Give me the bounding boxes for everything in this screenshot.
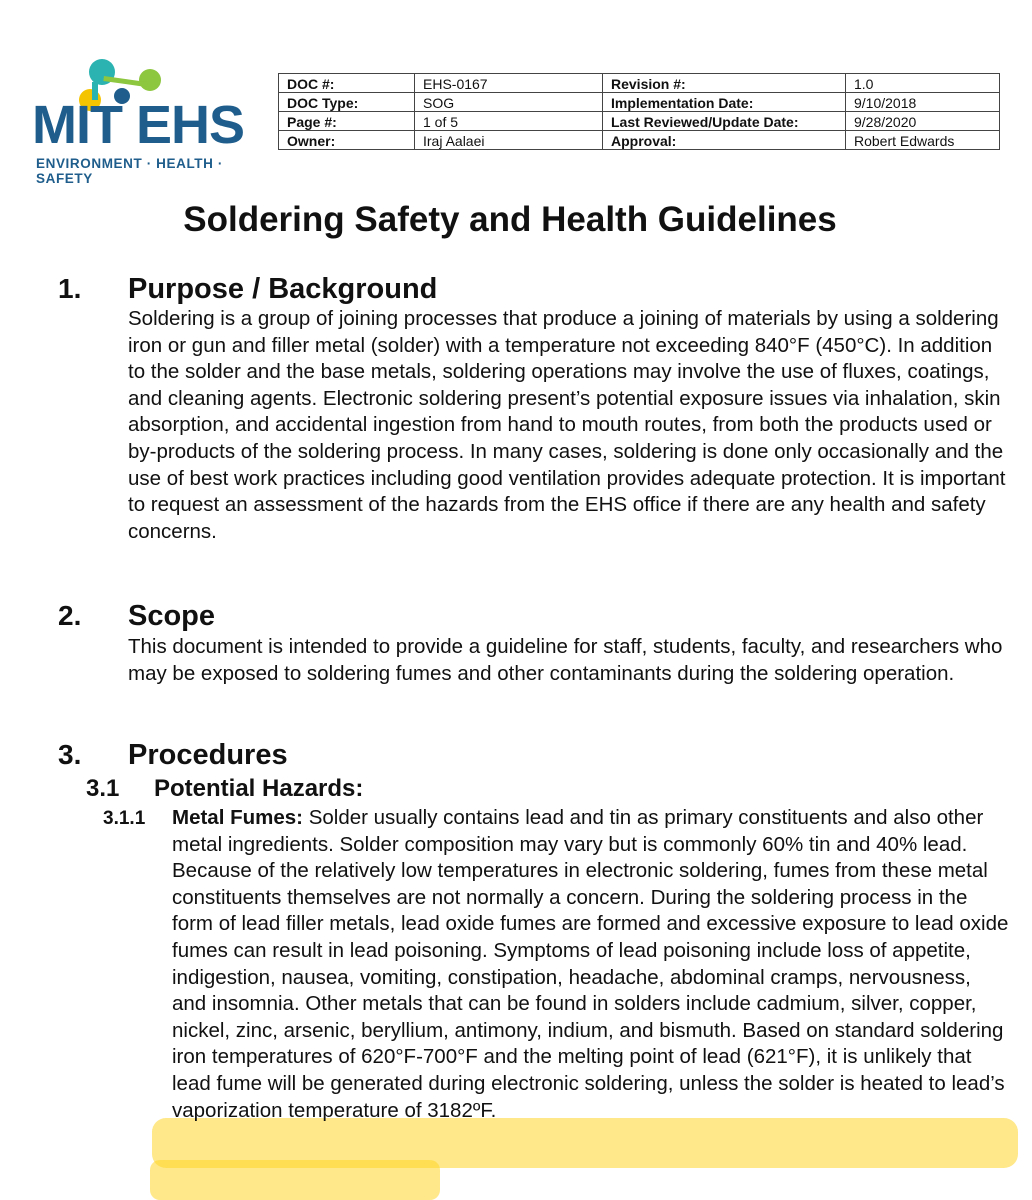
document-info-table (278, 73, 1000, 150)
doc-type-value: SOG (415, 93, 603, 112)
section-3-number: 3. (58, 739, 82, 770)
revision-label: Revision #: (603, 74, 846, 93)
mit-ehs-logo (32, 56, 268, 186)
metal-fumes-paragraph (172, 805, 1010, 1124)
section-1-number: 1. (58, 273, 82, 304)
implementation-date-label: Implementation Date: (603, 93, 846, 112)
table-row (279, 93, 1000, 112)
document-title: Soldering Safety and Health Guidelines (183, 200, 837, 239)
table-row (279, 74, 1000, 93)
doc-number-label: DOC #: (279, 74, 415, 93)
owner-value: Iraj Aalaei (415, 131, 603, 150)
last-reviewed-value: 9/28/2020 (846, 112, 1000, 131)
section-1-body: Soldering is a group of joining processes that produce a joining of materials by using a soldering iron or gun and filler metal (solder) with a temperature not exceeding 840°F (450°C). In addition to the solder and the base metals, soldering operations may involve the use of fluxes, coatings, and cleaning agents. Electronic soldering present’s potential exposure issues via inhalation, skin absorption, and accidental ingestion from hand to mouth routes, from both the products used or by-products of the soldering process. In many cases, soldering is done only occasionally and the use of best work practices including good ventilation provides adequate protection. It is important to request an assessment of the hazards from the EHS office if there are any health and safety concerns. (128, 307, 1006, 543)
page-number-label: Page #: (279, 112, 415, 131)
subsection-3-1-1-number: 3.1.1 (103, 808, 146, 829)
approval-label: Approval: (603, 131, 846, 150)
table-row (279, 112, 1000, 131)
subsection-3-1-heading: Potential Hazards: (154, 775, 364, 802)
section-2-heading: Scope (128, 600, 216, 632)
section-2-body: This document is intended to provide a guideline for staff, students, faculty, and researchers who may be exposed to soldering fumes and other contaminants during the soldering operation. (128, 635, 1003, 685)
highlight-marker (150, 1160, 440, 1200)
logo-wordmark: MIT EHS (32, 95, 245, 155)
metal-fumes-heading: Metal Fumes: (172, 806, 303, 829)
section-3-heading: Procedures (128, 739, 288, 771)
approval-value: Robert Edwards (846, 131, 1000, 150)
revision-value: 1.0 (846, 74, 1000, 93)
page-number-value: 1 of 5 (415, 112, 603, 131)
section-2-number: 2. (58, 600, 82, 631)
implementation-date-value: 9/10/2018 (846, 93, 1000, 112)
table-row (279, 131, 1000, 150)
last-reviewed-label: Last Reviewed/Update Date: (603, 112, 846, 131)
doc-number-value: EHS-0167 (415, 74, 603, 93)
owner-label: Owner: (279, 131, 415, 150)
metal-fumes-body: Solder usually contains lead and tin as primary constituents and also other metal ingredients. Solder composition may vary but is commonly 60% tin and 40% lead. Because of the relatively low temperatures in electronic soldering, fumes from these metal constituents themselves are not normally a concern. During the soldering process in the form of lead filler metals, lead oxide fumes are formed and excessive exposure to lead oxide fumes can result in lead poisoning. Symptoms of lead poisoning include loss of appetite, indigestion, nausea, vomiting, constipation, headache, abdominal cramps, nervousness, and insomnia. Other metals that can be found in solders include cadmium, silver, copper, nickel, zinc, arsenic, beryllium, antimony, indium, and bismuth. Based on standard soldering iron temperatures of 620°F-700°F and the melting point of lead (621°F), it is unlikely that lead fume will be generated during electronic soldering, unless the solder is heated to lead’s vaporization temperature of 3182ºF. (172, 806, 1009, 1122)
doc-type-label: DOC Type: (279, 93, 415, 112)
subsection-3-1-number: 3.1 (86, 775, 120, 802)
logo-tagline: ENVIRONMENT · HEALTH · SAFETY (36, 156, 223, 186)
section-1-heading: Purpose / Background (128, 273, 438, 305)
